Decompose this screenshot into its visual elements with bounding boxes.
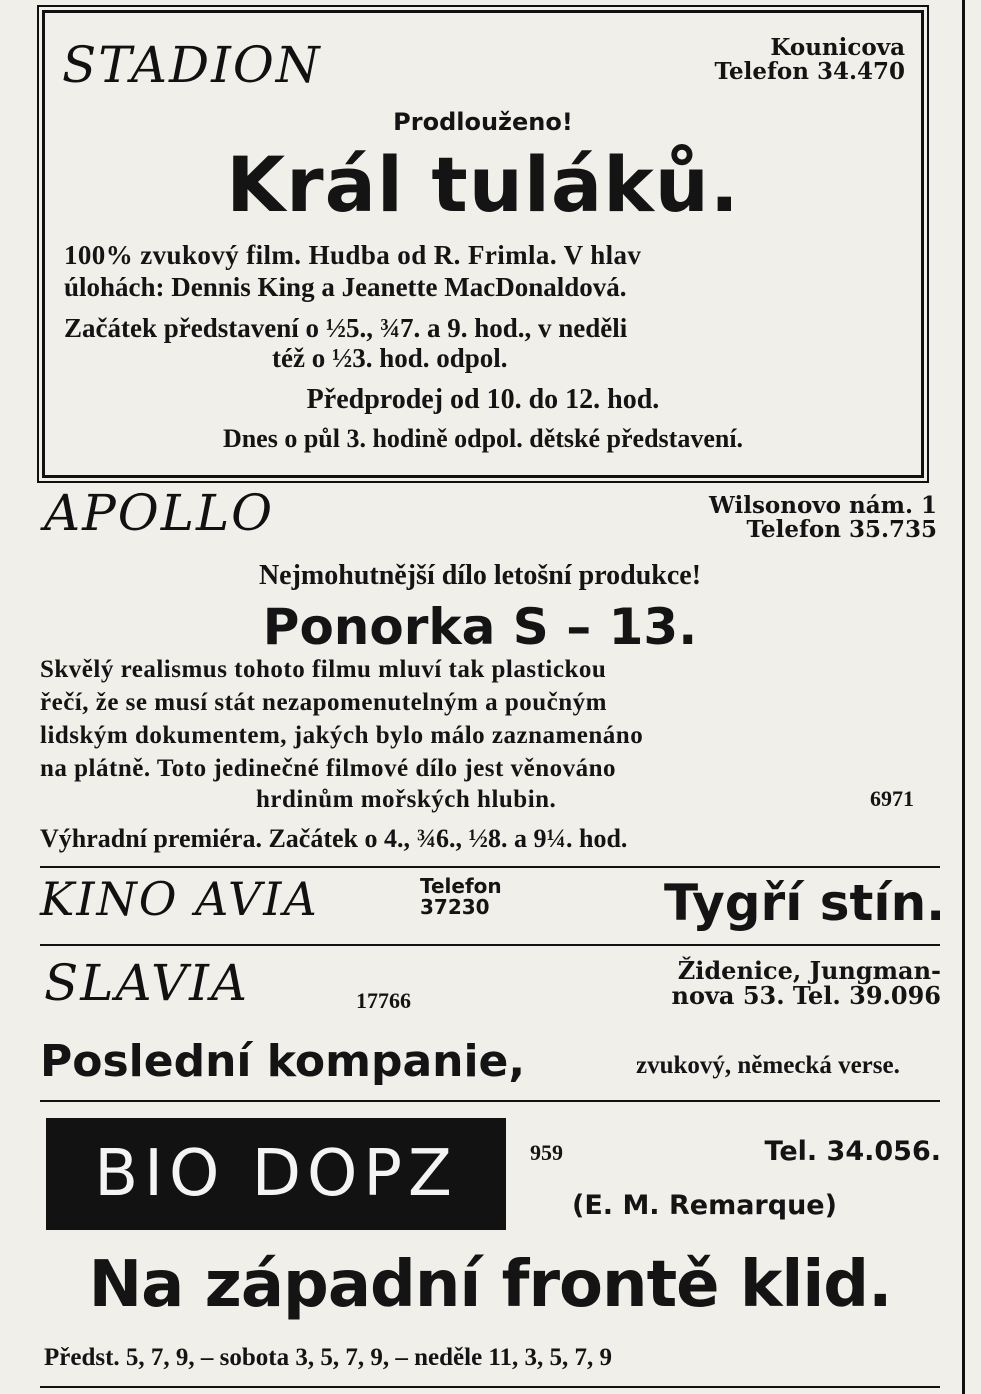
apollo-name: APOLLO <box>44 484 275 542</box>
apollo-desc-line-1: Skvělý realismus tohoto filmu mluví tak plastickou <box>40 656 607 683</box>
stadion-times-line-1: Začátek představení o ½5., ¾7. a 9. hod., v neděli <box>64 313 628 343</box>
apollo-film-title: Ponorka S – 13. <box>262 598 698 656</box>
stadion-times-line-2: též o ½3. hod. odpol. <box>272 343 508 373</box>
apollo-code: 6971 <box>870 786 914 811</box>
slavia-name: SLAVIA <box>44 954 250 1012</box>
apollo-desc-line-4: na plátně. Toto jedinečné filmové dílo jest věnováno <box>40 755 617 782</box>
stadion-presale: Předprodej od 10. do 12. hod. <box>306 384 660 415</box>
avia-phone <box>420 876 502 918</box>
avia-phone-number: 37230 <box>420 895 490 919</box>
apollo-address <box>709 494 937 542</box>
stadion-notice: Prodlouženo! <box>393 108 573 136</box>
bio-schedule: Předst. 5, 7, 9, – sobota 3, 5, 7, 9, – neděle 11, 3, 5, 7, 9 <box>44 1344 613 1371</box>
bio-code: 959 <box>530 1140 563 1165</box>
avia-film-title: Tygří stín. <box>664 874 946 932</box>
slavia-address-line-1: Židenice, Jungman- <box>677 956 941 985</box>
apollo-tagline: Nejmohutnější dílo letošní produkce! <box>258 560 702 591</box>
stadion-kids-show: Dnes o půl 3. hodině odpol. dětské představení. <box>222 424 744 453</box>
stadion-phone: Telefon 34.470 <box>714 58 905 86</box>
page-edge-line <box>962 0 965 1394</box>
stadion-street: Kounicova <box>770 34 905 61</box>
slavia-address <box>671 956 941 1011</box>
divider-line <box>40 1100 940 1102</box>
apollo-premiere: Výhradní premiéra. Začátek o 4., ¾6., ½8. a 9¼. hod. <box>40 824 628 853</box>
apollo-desc-line-2: řečí, že se musí stát nezapomenutelným a poučným <box>40 689 607 716</box>
apollo-desc-line-5: hrdinům mořských hlubin. <box>256 786 557 813</box>
bio-phone: Tel. 34.056. <box>764 1136 941 1167</box>
stadion-desc-line-1: 100% zvukový film. Hudba od R. Frimla. V hlav <box>64 240 642 270</box>
slavia-film-title: Poslední kompanie, <box>40 1036 526 1087</box>
slavia-address-line-2: nova 53. Tel. 39.096 <box>671 981 941 1011</box>
stadion-desc-line-2: úlohách: Dennis King a Jeanette MacDonaldová. <box>64 272 627 302</box>
divider-line <box>40 1386 940 1388</box>
divider-line <box>40 866 940 868</box>
apollo-phone: Telefon 35.735 <box>746 516 937 544</box>
bio-logo: BIO DOPZ <box>46 1118 506 1230</box>
apollo-street: Wilsonovo nám. 1 <box>709 492 937 519</box>
apollo-desc-line-3: lidským dokumentem, jakých bylo málo zaznamenáno <box>40 722 644 749</box>
avia-phone-label: Telefon <box>420 874 502 898</box>
slavia-version-note: zvukový, německá verse. <box>636 1052 900 1079</box>
divider-line <box>40 944 940 946</box>
bio-author: (E. M. Remarque) <box>572 1190 837 1221</box>
bio-film-title: Na západní frontě klid. <box>88 1248 892 1322</box>
avia-name: KINO AVIA <box>40 872 319 926</box>
slavia-code: 17766 <box>356 988 411 1013</box>
stadion-film-title: Král tuláků. <box>226 140 740 229</box>
stadion-name: STADION <box>62 36 322 94</box>
stadion-address <box>715 36 905 84</box>
